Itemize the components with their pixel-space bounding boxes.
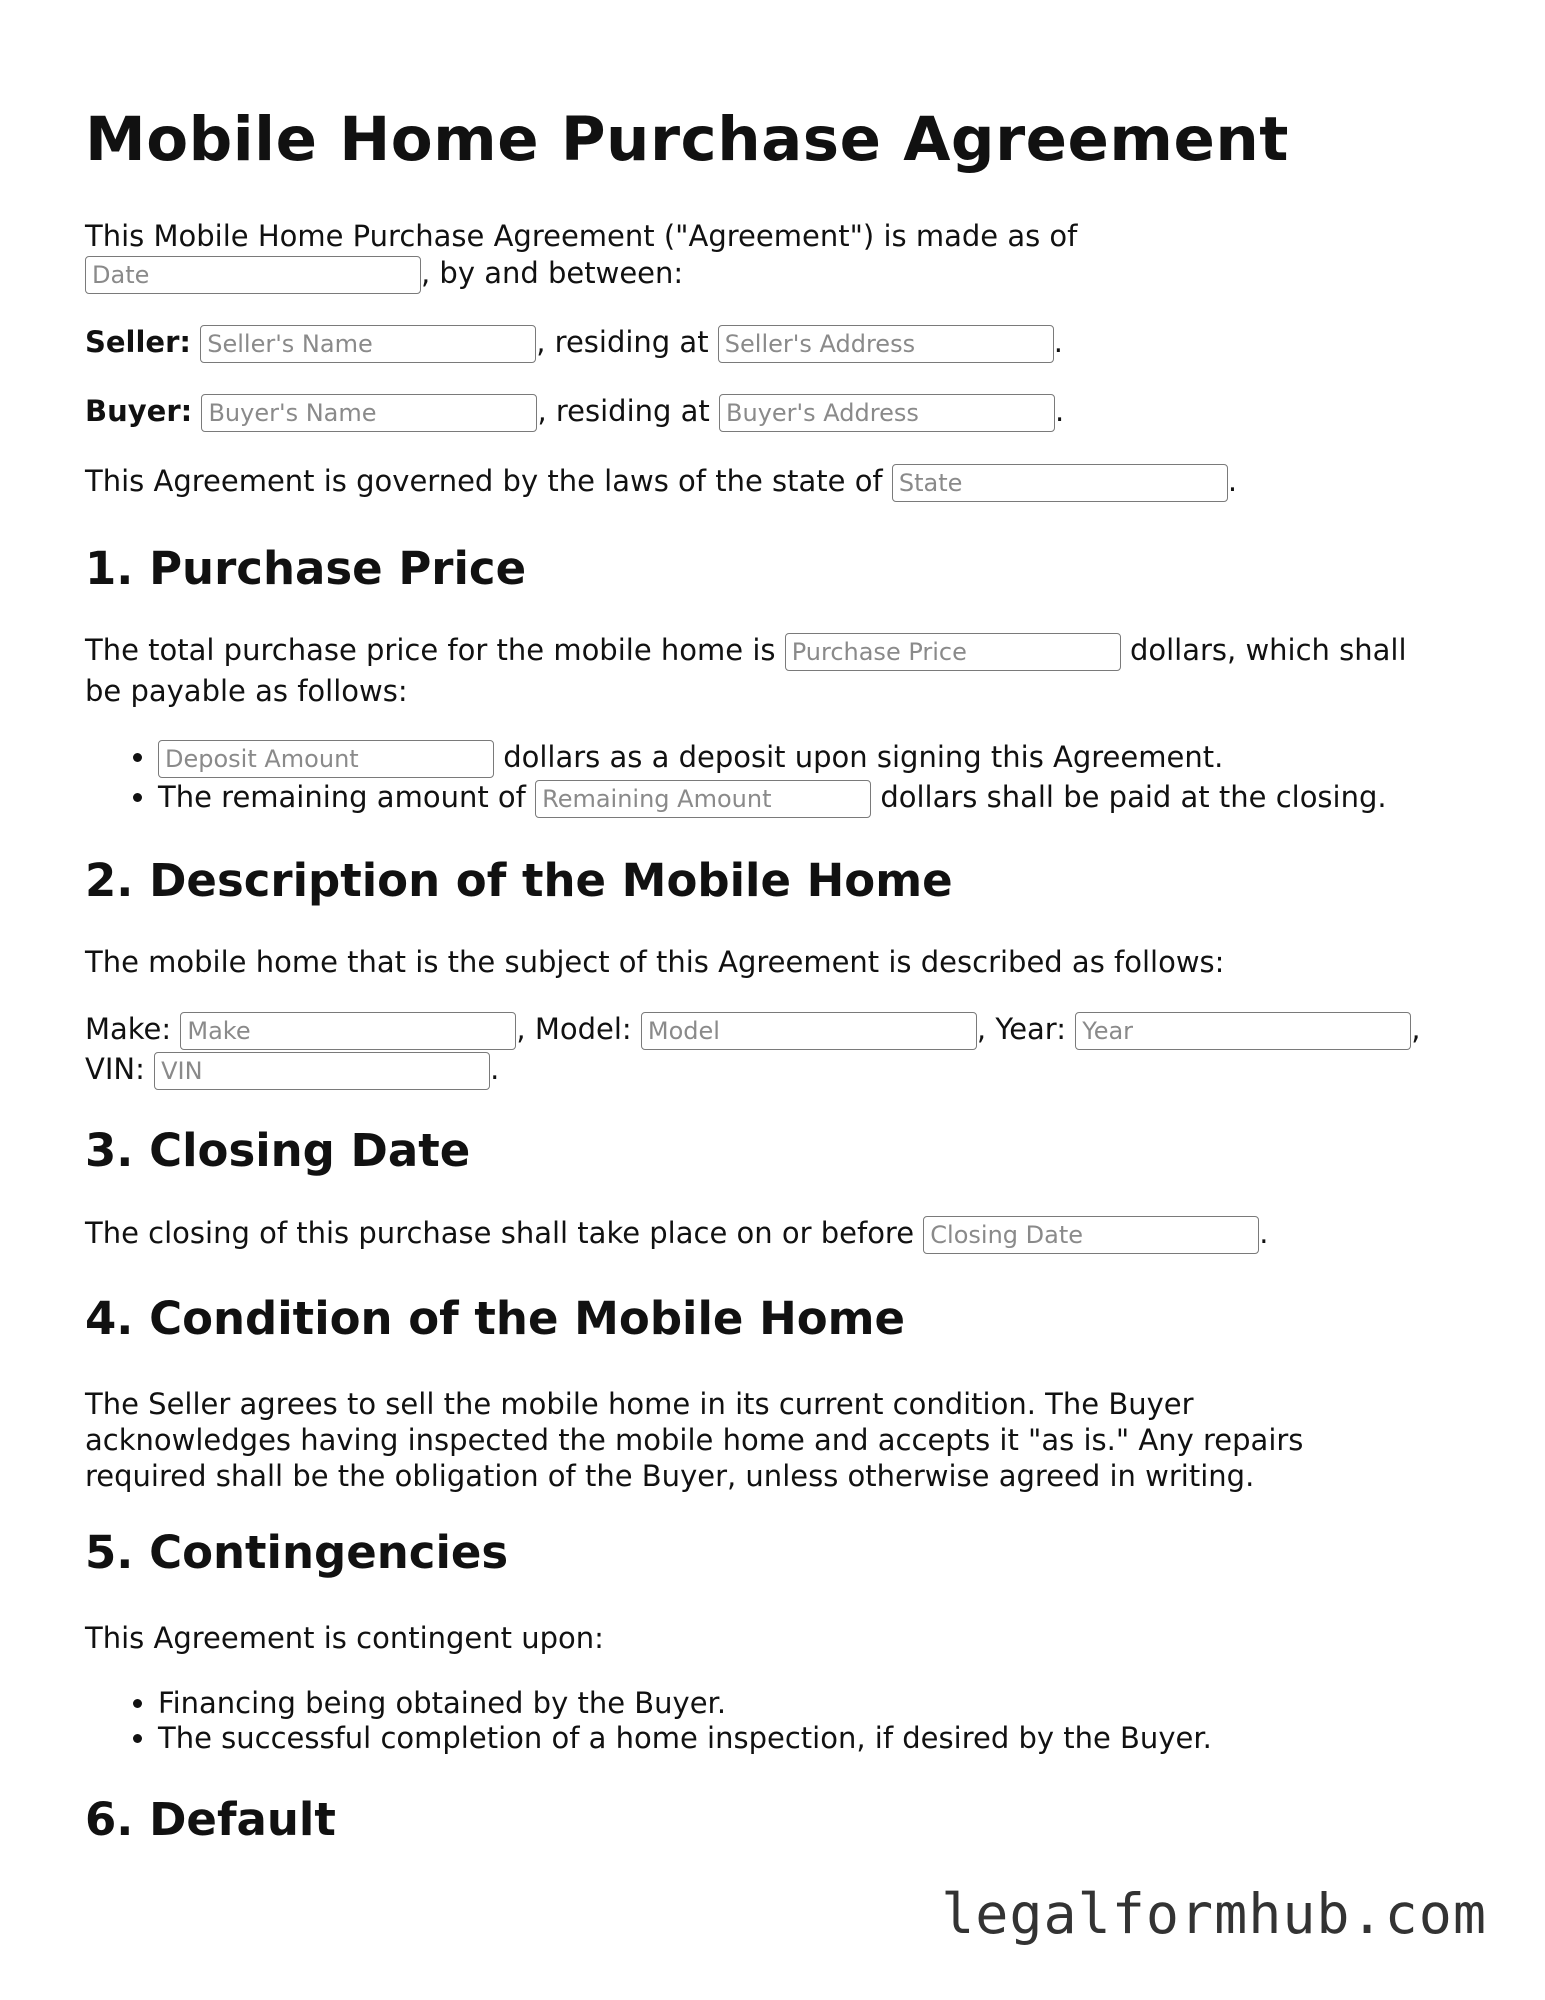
vin-field[interactable] [154,1052,490,1090]
condition-paragraph: The Seller agrees to sell the mobile home in its current condition. The Buyer acknowledges having inspected the mobile home and accepts it "as is." Any repairs required shall be the obligation of the Buyer, unless otherwise agreed in writing. [85,1387,1304,1493]
section-3-heading: 3. Closing Date [85,1124,471,1177]
purchase-price-after: dollars, which shall [1129,633,1407,667]
purchase-price-field[interactable] [785,633,1121,671]
seller-name-field[interactable] [200,325,536,363]
intro-date-line [85,255,683,294]
list-item [158,778,1387,818]
governing-line [85,463,1237,502]
closing-date-field[interactable] [923,1216,1259,1254]
remaining-after-text: dollars shall be paid at the closing. [880,780,1387,814]
make-model-year-line [85,1011,1420,1050]
watermark: legalformhub.com [941,1882,1487,1946]
description-text: The mobile home that is the subject of this Agreement is described as follows: [85,945,1225,979]
year-field[interactable] [1075,1012,1411,1050]
buyer-address-field[interactable] [719,394,1055,432]
contingency-intro-line [85,1620,604,1656]
remaining-text: The remaining amount of [158,780,526,814]
governing-text: This Agreement is governed by the laws of the state of [85,464,883,498]
contingency-list [85,1686,1212,1756]
make-field[interactable] [180,1012,516,1050]
vin-label: VIN: [85,1052,145,1086]
remaining-amount-field[interactable] [535,780,871,818]
deposit-text: dollars as a deposit upon signing this Agreement. [503,740,1224,774]
intro-text: This Mobile Home Purchase Agreement ("Agreement") is made as of [85,219,1078,253]
seller-end: . [1053,325,1064,359]
section-2-heading: 2. Description of the Mobile Home [85,854,953,907]
purchase-price-text-2: be payable as follows: [85,674,408,708]
seller-label: Seller: [85,325,192,359]
buyer-end: . [1055,394,1065,428]
buyer-label: Buyer: [85,394,193,428]
description-intro-line [85,944,1224,980]
make-label: Make: [85,1012,172,1046]
list-item: • The successful completion of a home inspection, if desired by the Buyer. [158,1721,1212,1756]
vin-line [85,1051,499,1090]
purchase-price-line [85,632,1407,671]
intro-after-date: , by and between: [421,256,684,290]
section-4-heading: 4. Condition of the Mobile Home [85,1292,906,1345]
purchase-price-text: The total purchase price for the mobile home is [85,633,776,667]
model-label: , Model: [516,1012,632,1046]
date-field[interactable] [85,256,421,294]
buyer-name-field[interactable] [201,394,537,432]
seller-residing-text: , residing at [536,325,709,359]
year-comma: , [1411,1012,1421,1046]
closing-line [85,1215,1269,1254]
payment-list [85,738,1387,818]
model-field[interactable] [641,1012,977,1050]
list-item: • Financing being obtained by the Buyer. [158,1686,1212,1721]
purchase-price-line-2 [85,673,408,709]
vin-end: . [490,1052,500,1086]
state-field[interactable] [892,464,1228,502]
buyer-residing-text: , residing at [537,394,710,428]
section-6-heading: 6. Default [85,1793,336,1846]
seller-address-field[interactable] [718,325,1054,363]
buyer-line [85,393,1064,432]
list-item [158,738,1387,778]
intro-line [85,218,1077,254]
governing-end: . [1227,464,1238,498]
seller-line [85,324,1063,363]
document-title: Mobile Home Purchase Agreement [85,104,1289,175]
contingency-text: This Agreement is contingent upon: [85,1621,604,1655]
deposit-amount-field[interactable] [158,740,494,778]
section-5-heading: 5. Contingencies [85,1526,509,1579]
closing-end: . [1259,1216,1269,1250]
closing-text: The closing of this purchase shall take place on or before [85,1216,915,1250]
section-1-heading: 1. Purchase Price [85,542,527,595]
year-label: , Year: [976,1012,1066,1046]
